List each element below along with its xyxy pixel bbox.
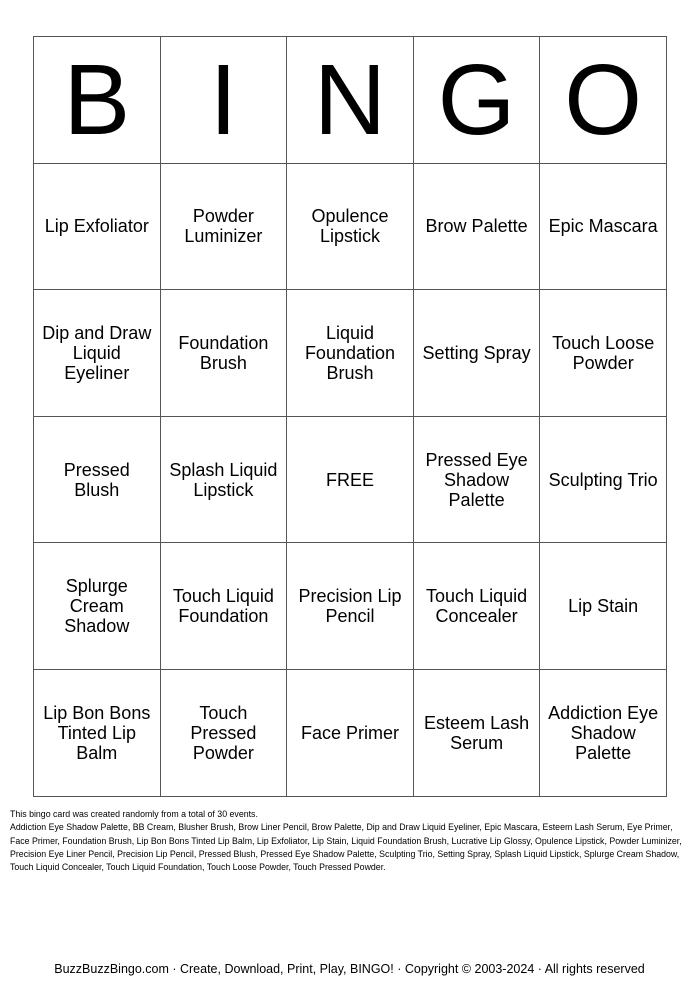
bingo-cell: Face Primer — [287, 669, 414, 796]
bingo-cell: Splurge Cream Shadow — [34, 543, 161, 670]
bingo-cell: Brow Palette — [413, 163, 540, 290]
bingo-cell: Touch Loose Powder — [540, 290, 667, 417]
header-letter-o: O — [540, 37, 667, 164]
page-footer: BuzzBuzzBingo.com · Create, Download, Print, Play, BINGO! · Copyright © 2003-2024 · All rights reserved — [54, 962, 645, 976]
bingo-cell: Setting Spray — [413, 290, 540, 417]
bingo-cell: Lip Bon Bons Tinted Lip Balm — [34, 669, 161, 796]
bingo-cell: Foundation Brush — [160, 290, 287, 417]
header-letter-g: G — [413, 37, 540, 164]
bingo-cell: Esteem Lash Serum — [413, 669, 540, 796]
bingo-cell: Sculpting Trio — [540, 416, 667, 543]
bingo-cell: Epic Mascara — [540, 163, 667, 290]
bingo-cell: Touch Pressed Powder — [160, 669, 287, 796]
bingo-cell: Liquid Foundation Brush — [287, 290, 414, 417]
bingo-row-4 — [34, 543, 667, 670]
bingo-row-5 — [34, 669, 667, 796]
header-letter-n: N — [287, 37, 414, 164]
bingo-header-row — [34, 37, 667, 164]
bingo-cell: Lip Exfoliator — [34, 163, 161, 290]
bingo-row-1 — [34, 163, 667, 290]
footnote-event-list: Addiction Eye Shadow Palette, BB Cream, Blusher Brush, Brow Liner Pencil, Brow Palette, Dip and Draw Liquid Eyeliner, Epic Mascara, Esteem Lash Serum, Eye Primer, Face Primer, Foundation Brush, Lip Bon Bons Tinted Lip Balm, Lip Exfoliator, Lip Stain, Liquid Foundation Brush, Lucrative Lip Glossy, Opulence Lipstick, Powder Luminizer, Precision Eye Liner Pencil, Precision Lip Pencil, Pressed Blush, Pressed Eye Shadow Palette, Sculpting Trio, Setting Spray, Splash Liquid Lipstick, Splurge Cream Shadow, Touch Liquid Concealer, Touch Liquid Foundation, Touch Loose Powder, Touch Pressed Powder. — [10, 822, 682, 873]
card-footnote — [10, 808, 689, 874]
bingo-row-3 — [34, 416, 667, 543]
bingo-cell: Powder Luminizer — [160, 163, 287, 290]
free-space-cell: FREE — [287, 416, 414, 543]
bingo-cell: Pressed Eye Shadow Palette — [413, 416, 540, 543]
bingo-cell: Addiction Eye Shadow Palette — [540, 669, 667, 796]
header-letter-b: B — [34, 37, 161, 164]
bingo-cell: Pressed Blush — [34, 416, 161, 543]
bingo-row-2 — [34, 290, 667, 417]
bingo-cell: Precision Lip Pencil — [287, 543, 414, 670]
header-letter-i: I — [160, 37, 287, 164]
bingo-cell: Opulence Lipstick — [287, 163, 414, 290]
bingo-cell: Touch Liquid Concealer — [413, 543, 540, 670]
bingo-card — [33, 36, 667, 797]
bingo-cell: Dip and Draw Liquid Eyeliner — [34, 290, 161, 417]
bingo-cell: Splash Liquid Lipstick — [160, 416, 287, 543]
bingo-cell: Touch Liquid Foundation — [160, 543, 287, 670]
footnote-intro: This bingo card was created randomly from a total of 30 events. — [10, 809, 258, 819]
bingo-cell: Lip Stain — [540, 543, 667, 670]
